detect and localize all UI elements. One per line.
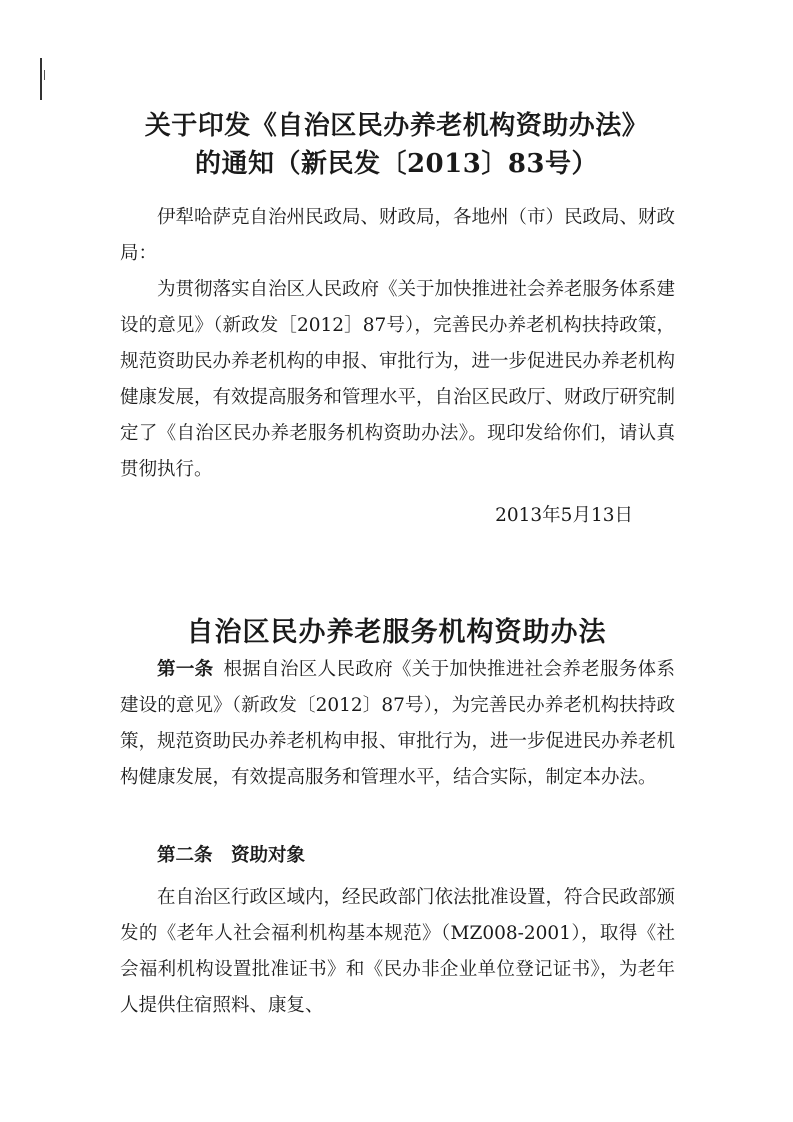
- article-2-heading-block: [120, 838, 675, 874]
- notice-title-line2: 的通知（新民发〔2013〕83号）: [194, 149, 599, 179]
- addressee-block: [120, 200, 675, 272]
- notice-title-line1: 关于印发《自治区民办养老机构资助办法》: [144, 111, 649, 141]
- notice-body: 为贯彻落实自治区人民政府《关于加快推进社会养老服务体系建设的意见》（新政发［2012］87号），完善民办养老机构扶持政策，规范资助民办养老机构的申报、审批行为，进一步促进民办养老机构健康发展，有效提高服务和管理水平，自治区民政厅、财政厅研究制定了《自治区民办养老服务机构资助办法》。现印发给你们，请认真贯彻执行。: [120, 279, 676, 480]
- addressee: 伊犁哈萨克自治州民政局、财政局，各地州（市）民政局、财政局：: [120, 207, 676, 264]
- article-1: [120, 652, 675, 796]
- article-1-text: 根据自治区人民政府《关于加快推进社会养老服务体系建设的意见》（新政发〔2012〕87号），为完善民办养老机构扶持政策，规范资助民办养老机构申报、审批行为，进一步促进民办养老机构健康发展，有效提高服务和管理水平，结合实际，制定本办法。: [120, 659, 676, 788]
- article-2: [120, 880, 675, 1024]
- article-1-heading: 第一条: [157, 659, 214, 680]
- scan-mark-small: [44, 70, 45, 80]
- article-2-heading: 第二条 资助对象: [157, 845, 306, 866]
- scan-mark: [40, 58, 42, 100]
- notice-body-block: [120, 272, 675, 488]
- measures-title: 自治区民办养老服务机构资助办法: [186, 617, 607, 648]
- notice-date: 2013年5月13日: [495, 505, 633, 526]
- article-2-text: 在自治区行政区域内，经民政部门依法批准设置，符合民政部颁发的《老年人社会福利机构基本规范》（MZ008-2001），取得《社会福利机构设置批准证书》和《民办非企业单位登记证书》，为老年人提供住宿照料、康复、: [120, 887, 676, 1016]
